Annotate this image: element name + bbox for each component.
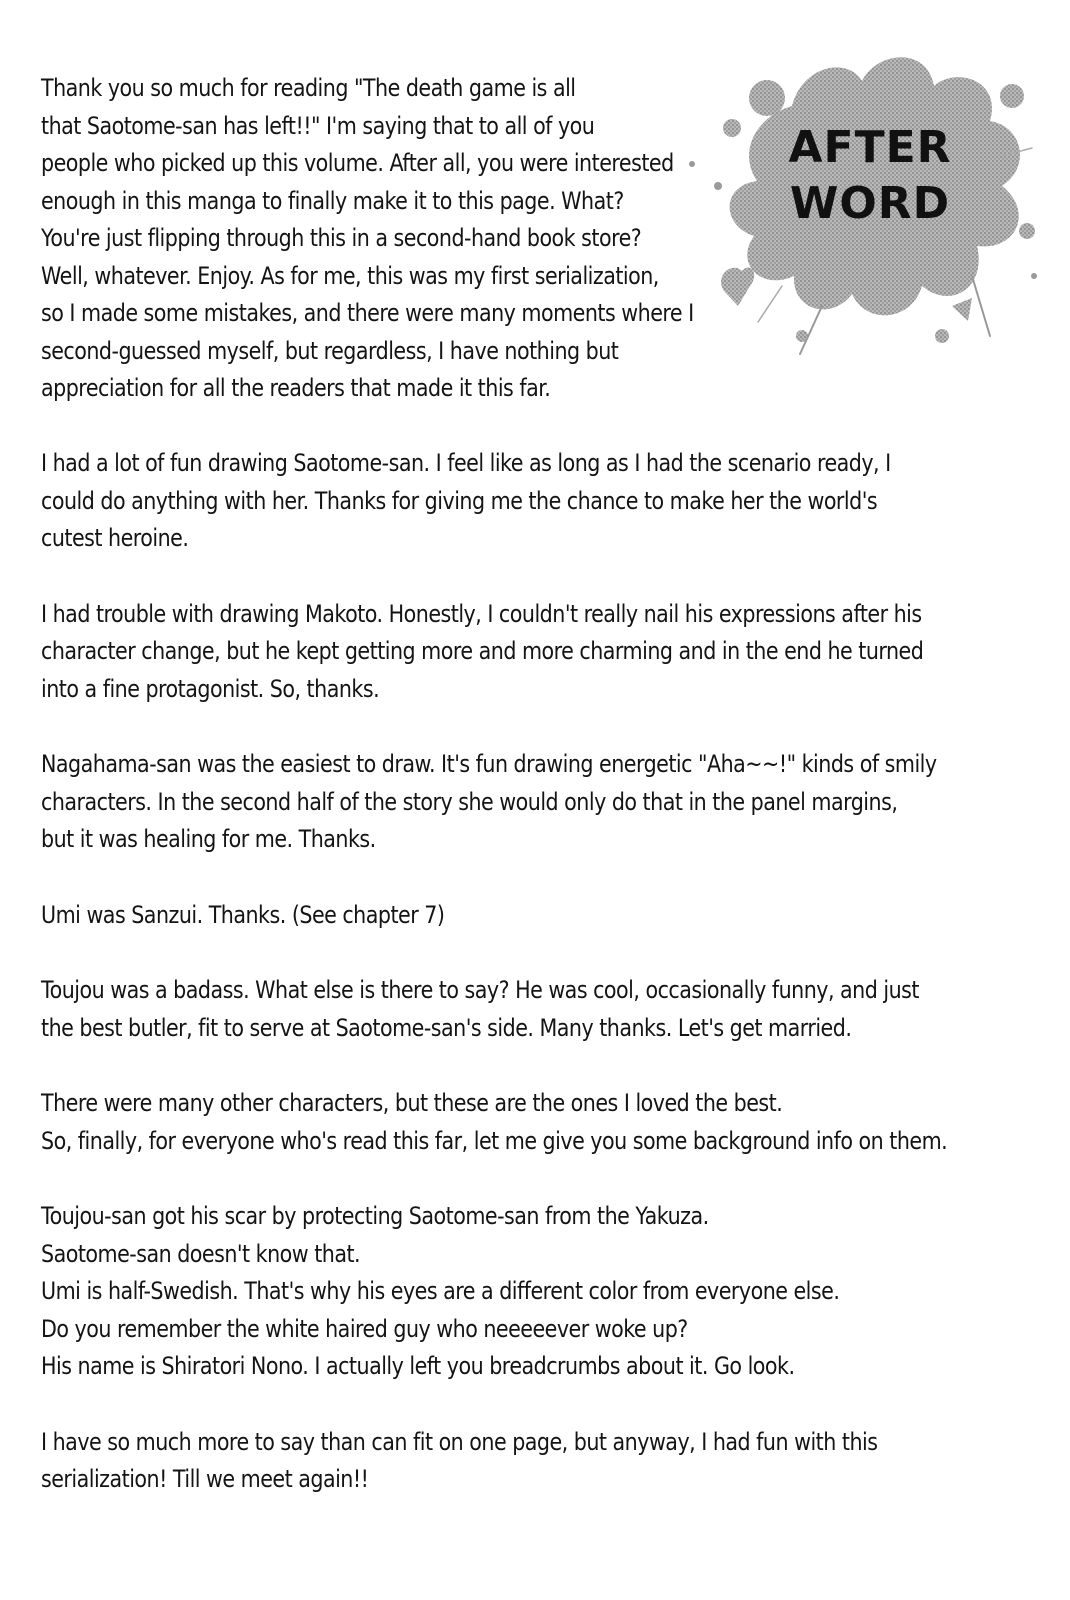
paragraph-nagahama [41, 746, 1031, 859]
text-line: cutest heroine. [41, 524, 189, 552]
text-line: Thank you so much for reading "The death game is all [41, 74, 576, 102]
text-line: second-guessed myself, but regardless, I have nothing but [41, 336, 619, 365]
paragraph-closing [41, 1424, 1031, 1499]
text-line: but it was healing for me. Thanks. [41, 825, 376, 853]
text-line: You're just flipping through this in a second-hand book store? [41, 224, 642, 252]
text-line: His name is Shiratori Nono. I actually left you breadcrumbs about it. Go look. [41, 1352, 795, 1380]
text-line: characters. In the second half of the story she would only do that in the panel margins, [41, 787, 898, 816]
text-line: Toujou-san got his scar by protecting Saotome-san from the Yakuza. [41, 1202, 709, 1230]
text-line: character change, but he kept getting more and more charming and in the end he turned [41, 637, 924, 665]
text-line: could do anything with her. Thanks for giving me the chance to make her the world's [41, 486, 878, 515]
text-line: serialization! Till we meet again!! [41, 1465, 369, 1493]
intro-paragraph [41, 70, 721, 408]
text-line: Saotome-san doesn't know that. [41, 1239, 361, 1268]
text-line: Toujou was a badass. What else is there to say? He was cool, occasionally funny, and just [41, 976, 919, 1004]
text-line: Umi was Sanzui. Thanks. (See chapter 7) [41, 900, 445, 929]
paragraph-saotome [41, 445, 1031, 558]
text-line: into a fine protagonist. So, thanks. [41, 674, 380, 703]
text-line: Do you remember the white haired guy who neeeeever woke up? [41, 1314, 688, 1343]
text-line: So, finally, for everyone who's read this far, let me give you some background info on them. [41, 1126, 948, 1155]
heading-line-word: WORD [789, 178, 951, 229]
text-line: Well, whatever. Enjoy. As for me, this was my first serialization, [41, 261, 659, 290]
text-line: There were many other characters, but these are the ones I loved the best. [41, 1089, 783, 1117]
heading-line-after: AFTER [788, 122, 952, 173]
text-line: so I made some mistakes, and there were many moments where I [41, 299, 694, 327]
text-line: enough in this manga to finally make it to this page. What? [41, 186, 624, 215]
paragraph-toujou [41, 972, 1031, 1047]
text-line: people who picked up this volume. After all, you were interested [41, 149, 674, 177]
text-line: appreciation for all the readers that made it this far. [41, 374, 551, 402]
text-line: Nagahama-san was the easiest to draw. It's fun drawing energetic "Aha~~!" kinds of smily [41, 750, 937, 778]
paragraph-umi [41, 897, 1031, 935]
text-line: I have so much more to say than can fit on one page, but anyway, I had fun with this [41, 1427, 878, 1456]
text-line: the best butler, fit to serve at Saotome-san's side. Many thanks. Let's get married. [41, 1013, 852, 1042]
text-line: I had a lot of fun drawing Saotome-san. I feel like as long as I had the scenario ready, I [41, 449, 891, 477]
afterword-body [41, 445, 1031, 1537]
afterword-heading [770, 120, 970, 232]
text-line: I had trouble with drawing Makoto. Honestly, I couldn't really nail his expressions after his [41, 599, 922, 628]
text-line: that Saotome-san has left!!" I'm saying that to all of you [41, 111, 595, 140]
paragraph-background-info [41, 1198, 1031, 1386]
paragraph-makoto [41, 596, 1031, 709]
text-line: Umi is half-Swedish. That's why his eyes are a different color from everyone else. [41, 1277, 840, 1305]
paragraph-other-characters [41, 1085, 1031, 1160]
